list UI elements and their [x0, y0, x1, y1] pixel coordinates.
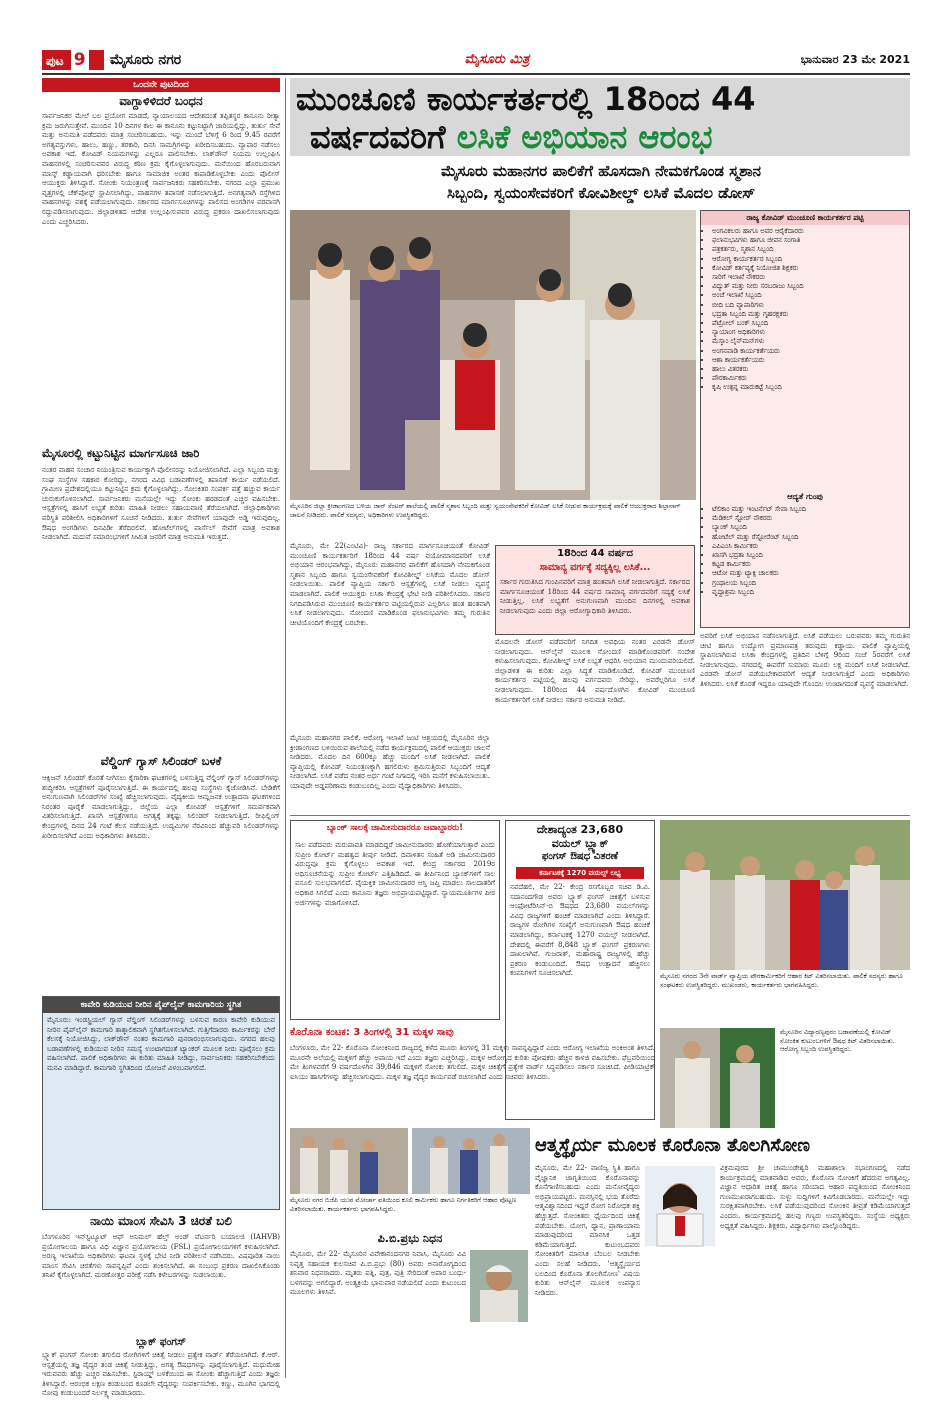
- frontline-list-item: • ಹಾಲು ವಿತರಕರು: [712, 365, 907, 374]
- fungus-title-1: ದೇಶಾದ್ಯಂತ 23,680: [536, 823, 624, 836]
- priority-list-item: • ವೃದ್ಧಾಶ್ರಮ ಸಿಬ್ಬಂದಿ: [712, 588, 907, 597]
- bottom-photos: [290, 1128, 530, 1194]
- frontline-list-item: • ಕೃಷಿ ಉತ್ಪನ್ನ ಮಾರುಕಟ್ಟೆ ಸಿಬ್ಬಂದಿ: [712, 383, 907, 392]
- frontline-list-item: • ಮೆಸ್ಕಾಂ ಲೈನ್‌ಮನ್‌ಗಳು: [712, 337, 907, 346]
- bank-story-title: ಬ್ಯಾಂಕ್ ಸಾಲಕ್ಕೆ ಜಾಮೀನುದಾರರೂ ಜವಾಬ್ದಾರರು!: [326, 823, 464, 833]
- main-body-col1: ಮೈಸೂರು, ಮೇ 22(ಎಂಟಿವಿ)- ರಾಜ್ಯ ಸರ್ಕಾರದ ಮಾರ್ಗಸೂಚಿಯಂತೆ ಕೋವಿಡ್ ಮುಂಚೂಣಿ ಕಾರ್ಯಕರ್ತರಿಗೆ 18ರಿಂದ 44 ವರ್ಷ ವಯೋಮಾನದವರಿಗೆ ಲಸಿಕೆ ಅಭಿಯಾನ ಆರಂಭವಾಗಿದ್ದು, ಮೈಸೂರು ಮಹಾನಗರ ಪಾಲಿಕೆಗೆ ಹೊಸದಾಗಿ ನೇಮಕಗೊಂಡ ಸ್ಮಶಾನ ಸಿಬ್ಬಂದಿ ಹಾಗೂ ಸ್ವಯಂಸೇವಕರಿಗೆ ಕೋವಿಶೀಲ್ಡ್ ಲಸಿಕೆಯ ಮೊದಲ ಡೋಸ್ ನೀಡಲಾಯಿತು. ಪಾಲಿಕೆ ವ್ಯಾಪ್ತಿಯ ಸರ್ಕಾರಿ ಆಸ್ಪತ್ರೆಗಳಲ್ಲಿ ಲಸಿಕೆ ನೀಡಲು ವ್ಯವಸ್ಥೆ ಮಾಡಲಾಗಿದೆ. ಪಾಲಿಕೆ ಆಯುಕ್ತರು ಲಸಿಕಾ ಕೇಂದ್ರಕ್ಕೆ ಭೇಟಿ ನೀಡಿ ಪರಿಶೀಲಿಸಿದರು. ಸರ್ಕಾರ ನಿಗದಿಪಡಿಸಿರುವ ಮುಂಚೂಣಿ ಕಾರ್ಯಕರ್ತರ ಪಟ್ಟಿಯಲ್ಲಿರುವ ಎಲ್ಲರಿಗೂ ಹಂತ ಹಂತವಾಗಿ ಲಸಿಕೆ ನೀಡಲಾಗುವುದು. ನೋಂದಣಿ ಮಾಡಿಕೊಂಡ ಫಲಾನುಭವಿಗಳು ತಮ್ಮ ಗುರುತಿನ ಚೀಟಿಯೊಂದಿಗೆ ಕೇಂದ್ರಕ್ಕೆ ಬರಬೇಕು.: [290, 542, 490, 627]
- main-body-col3: ಮೊದಲನೇ ಡೋಸ್ ಪಡೆದವರಿಗೆ ನಿಗದಿತ ಅವಧಿಯ ನಂತರ ಎರಡನೇ ಡೋಸ್ ನೀಡಲಾಗುವುದು. ಆನ್‌ಲೈನ್ ಮೂಲಕ ನೋಂದಣಿ ಮಾಡಿಕೊಂಡವರಿಗೆ ಸಂದೇಶ ಕಳುಹಿಸಲಾಗುವುದು. ಕೋವಿಶೀಲ್ಡ್ ಲಸಿಕೆ ಲಭ್ಯತೆ ಆಧರಿಸಿ ಅಭಿಯಾನ ಮುಂದುವರಿಯಲಿದೆ. ಜಿಲ್ಲಾಡಳಿತ ಈ ಕುರಿತು ಎಲ್ಲಾ ಸಿದ್ಧತೆ ಮಾಡಿಕೊಂಡಿದೆ. ಕೋವಿಡ್ ಮುಂಚೂಣಿ ಕಾರ್ಯಕರ್ತರ ಪಟ್ಟಿಯಲ್ಲಿ ಹಲವು ವರ್ಗದವರು ಸೇರಿದ್ದು, ಅವರೆಲ್ಲರಿಗೂ ಲಸಿಕೆ ನೀಡಲಾಗುವುದು. 180ರಿಂದ 44 ವರ್ಷದೊಳಗಿನ ಕೋವಿಡ್ ಮುಂಚೂಣಿ ಕಾರ್ಯಕರ್ತರಿಗೆ ಲಸಿಕೆ ನೀಡಲು ಸರ್ಕಾರ ಅನುಮತಿ ನೀಡಿದೆ.: [495, 638, 695, 704]
- frontline-list-item: • ಅಂಚೆ ಇಲಾಖೆ ಸಿಬ್ಬಂದಿ: [712, 291, 907, 300]
- right-column-body: ಅವರಿಗೆ ಲಸಿಕೆ ಅಭಿಯಾನ ನಡೆಸಲಾಗುತ್ತಿದೆ. ಲಸಿಕೆ ಪಡೆಯಲು ಬರುವವರು ತಮ್ಮ ಗುರುತಿನ ಚೀಟಿ ಹಾಗೂ ಉದ್ಯೋಗ ಪ್ರಮಾಣಪತ್ರ ತರುವುದು ಕಡ್ಡಾಯ. ಪಾಲಿಕೆ ವ್ಯಾಪ್ತಿಯಲ್ಲಿ ಸ್ಥಾಪಿಸಲಾಗಿರುವ ಲಸಿಕಾ ಕೇಂದ್ರಗಳಲ್ಲಿ ಪ್ರತಿದಿನ ಬೆಳಿಗ್ಗೆ 9ರಿಂದ ಸಂಜೆ 5ರವರೆಗೆ ಲಸಿಕೆ ನೀಡಲಾಗುವುದು. ನಗರದಲ್ಲಿ ಈವರೆಗೆ ಸುಮಾರು ಮೂರು ಲಕ್ಷ ಮಂದಿಗೆ ಲಸಿಕೆ ನೀಡಲಾಗಿದೆ. ಎರಡನೇ ಡೋಸ್ ಪಡೆಯಬೇಕಾದವರಿಗೆ ಆದ್ಯತೆ ನೀಡಲಾಗುತ್ತಿದೆ ಎಂದು ಅಧಿಕಾರಿಗಳು ತಿಳಿಸಿದರು. ಲಸಿಕೆ ಕೊರತೆ ಇದ್ದರೂ ಯಾವುದೇ ಗೊಂದಲ ಉಂಟಾಗದಂತೆ ವ್ಯವಸ್ಥೆ ಮಾಡಲಾಗಿದೆ.: [700, 632, 910, 688]
- priority-list-item: • ಟೆಲಿಕಾಂ ಮತ್ತು ಇಂಟರ್ನೆಟ್ ಸೇವಾ ಸಿಬ್ಬಂದಿ: [712, 505, 907, 514]
- doctor-portrait: [645, 1166, 715, 1246]
- obituary-body: ಮೈಸೂರು, ಮೇ 22- ಮೈಸೂರಿನ ವಿವೇಕಾನಂದನಗರ ನಿವಾಸಿ, ಮೈಸೂರು ವಿವಿ ನಿವೃತ್ತ ಸಹಾಯಕ ಕುಲಸಚಿವ ಪಿ.ಬಿ.ಪ್ರಭು (80) ಅವರು ಅನಾರೋಗ್ಯದಿಂದ ಶನಿವಾರ ನಿಧನರಾದರು. ಮೃತರು ಪತ್ನಿ, ಪುತ್ರ, ಪುತ್ರಿ ಸೇರಿದಂತೆ ಅಪಾರ ಬಂಧು-ಬಳಗವನ್ನು ಅಗಲಿದ್ದಾರೆ. ಅಂತ್ಯಕ್ರಿಯೆ ಭಾನುವಾರ ನಡೆಯಲಿದೆ ಎಂದು ಕುಟುಂಬದ ಮೂಲಗಳು ತಿಳಿಸಿವೆ.: [290, 1250, 466, 1297]
- age-group-subtitle: ಸಾಮಾನ್ಯ ವರ್ಗಕ್ಕೆ ಸದ್ಯಕ್ಕಿಲ್ಲ ಲಸಿಕೆ...: [539, 562, 651, 573]
- page-header: [42, 48, 910, 72]
- frontline-list-box: [700, 210, 910, 628]
- mid-rule: [290, 815, 910, 816]
- food-kit-photo-art: [660, 820, 910, 970]
- priority-list-item: • ಗ್ರಂಥಾಲಯ ಸಿಬ್ಬಂದಿ: [712, 579, 907, 588]
- priority-list-item: • ಆಟೋ ಮತ್ತು ಟ್ಯಾಕ್ಸಿ ಚಾಲಕರು: [712, 569, 907, 578]
- pipeline-box-title: ಕಾವೇರಿ ಕುಡಿಯುವ ನೀರಿನ ಪೈಪ್‌ಲೈನ್ ಕಾಮಗಾರಿಯ ಸ್ಥಗಿತ: [43, 997, 279, 1013]
- page-number: 9: [71, 50, 89, 70]
- frontline-list-item: • ಬೀದಿ ಬದಿ ವ್ಯಾಪಾರಿಗಳು: [712, 301, 907, 310]
- story-body-leopards: ಬೆಂಗಳೂರಿನ ಇನ್‌ಸ್ಟಿಟ್ಯೂಟ್ ಆಫ್ ಅನಿಮಲ್ ಹೆಲ್ತ್ ಅಂಡ್ ವೆಟರ್ನರಿ ಬಯಾಲಜಿ (IAHVB) ಪ್ರಯೋಗಾಲಯ ಹಾಗೂ ವಿಧಿ ವಿಜ್ಞಾನ ಪ್ರಯೋಗಾಲಯ (FSL) ಪ್ರಯೋಗಾಲಯಗಳಿಗೆ ಕಳುಹಿಸಲಾಗಿದೆ. ಅರಣ್ಯ ಇಲಾಖೆಯ ಅಧಿಕಾರಿಗಳು ಘಟನಾ ಸ್ಥಳಕ್ಕೆ ಭೇಟಿ ನೀಡಿ ಪರಿಶೀಲನೆ ನಡೆಸಿದರು. ವಿಷಪೂರಿತ ನಾಯಿ ಮಾಂಸ ಸೇವಿಸಿ ಚಿರತೆಗಳು ಸಾವನ್ನಪ್ಪಿವೆ ಎಂದು ಶಂಕಿಸಲಾಗಿದೆ. ಈ ಸಂಬಂಧ ಪ್ರಕರಣ ದಾಖಲಿಸಿಕೊಂಡು ತನಿಖೆ ಕೈಗೊಳ್ಳಲಾಗಿದೆ. ಮರಣೋತ್ತರ ಪರೀಕ್ಷೆ ನಡೆಸಿ ಕಳೇಬರಗಳನ್ನು ಸುಡಲಾಯಿತು.: [42, 1233, 280, 1280]
- issue-date: ಭಾನುವಾರ 23 ಮೇ 2021: [800, 53, 910, 66]
- bank-story-box: [290, 820, 500, 1020]
- fungus-title-2: ವಯಲ್ ಬ್ಲ್ಯಾಕ್: [551, 837, 609, 850]
- vaccination-photo-art: [290, 210, 696, 500]
- page-number-badge: [42, 50, 104, 70]
- obituary-photo: [470, 1250, 528, 1322]
- priority-list-item: • ಹೋಟೆಲ್ ಮತ್ತು ರೆಸ್ಟೋರೆಂಟ್ ಸಿಬ್ಬಂದಿ: [712, 533, 907, 542]
- frontline-list-item: • ಆರೋಗ್ಯ ಕಾರ್ಯಕರ್ತರ ಸಿಬ್ಬಂದಿ: [712, 255, 907, 264]
- children-story-title: ಕೊರೊನಾ ಕಂಟಕ: 3 ತಿಂಗಳಲ್ಲಿ 31 ಮಕ್ಕಳ ಸಾವು: [290, 1027, 454, 1038]
- headline-banner: [290, 78, 910, 156]
- bottom-photos-caption: ಮೈಸೂರು ನಗರ ಬಿಜೆಪಿ ಯುವ ಮೋರ್ಚಾ ವತಿಯಿಂದ ಕೂಲಿ ಕಾರ್ಮಿಕರು ಹಾಗೂ ನಿರ್ಗತಿಕರಿಗೆ ಆಹಾರ ಪೊಟ್ಟಣ ವಿತರಿಸಲಾಯಿತು. ಕಾರ್ಯಕರ್ತರು ಭಾಗವಹಿಸಿದ್ದರು.: [290, 1196, 517, 1213]
- medicine-kit-caption: ಮೈಸೂರಿನ ವಿದ್ಯಾರಣ್ಯಪುರಂ ಬಡಾವಣೆಯಲ್ಲಿ ಕೋವಿಡ್ ಸೋಂಕಿತ ಕುಟುಂಬಗಳಿಗೆ ಔಷಧ ಕಿಟ್ ವಿತರಿಸಲಾಯಿತು. ಆರೋಗ್ಯ ಸಿಬ್ಬಂದಿ ಉಪಸ್ಥಿತರಿದ್ದರು.: [780, 1028, 895, 1053]
- headline-line-2-green: ಲಸಿಕೆ ಅಭಿಯಾನ ಆರಂಭ: [456, 118, 713, 156]
- story-body-arrest: ಸಾರ್ವಜನಿಕರ ಮೇಲೆ ಬಲ ಪ್ರಯೋಗ ಮಾಡದೆ, ನ್ಯಾಯಾಲಯದ ಆದೇಶದಂತೆ ತಪ್ಪಿತಸ್ಥರ ಕಾನೂನು ರೀತ್ಯಾ ಕ್ರಮ ಜರುಗಿಸುತ್ತೇವೆ. ಮುಂದಿನ 10 ದಿನಗಳ ಕಾಲ ಈ ಕಾನೂನು ಕಟ್ಟುನಿಟ್ಟಾಗಿ ಜಾರಿಯಲ್ಲಿದ್ದು, ತುರ್ತು ಸೇವೆ ಮತ್ತು ಅನುಮತಿ ಪಡೆದವರು ಮಾತ್ರ ಸಂಚರಿಸಬಹುದು. ಇನ್ನು ಮುಂದೆ ಬೆಳಿಗ್ಗೆ 6 ರಿಂದ 9.45 ರವರೆಗೆ ಅಗತ್ಯವಸ್ತುಗಳು, ಹಾಲು, ಹಣ್ಣು, ತರಕಾರಿ, ದಿನಸಿ ಸಾಮಗ್ರಿಗಳನ್ನು ಖರೀದಿಸಬಹುದು. ವ್ಯಾಪಾರ ನಡೆಸಲು ಅವಕಾಶ ಇದೆ. ಕೋವಿಡ್ ನಿಯಮಗಳನ್ನು ಎಲ್ಲರೂ ಪಾಲಿಸಬೇಕು. ಲಾಕ್‌ಡೌನ್ ನಿಯಮ ಉಲ್ಲಂಘಿಸಿ ವಾಹನಗಳಲ್ಲಿ ಸಂಚರಿಸುವವರ ವಿರುದ್ಧ ಕಠಿಣ ಕ್ರಮ ಕೈಗೊಳ್ಳಲಾಗುವುದು. ಮನೆಯಿಂದ ಹೊರಬರುವಾಗ ಮಾಸ್ಕ್ ಕಡ್ಡಾಯವಾಗಿ ಧರಿಸಬೇಕು ಹಾಗೂ ಸಾಮಾಜಿಕ ಅಂತರ ಕಾಪಾಡಿಕೊಳ್ಳಬೇಕು ಎಂದು ಪೊಲೀಸ್ ಆಯುಕ್ತರು ತಿಳಿಸಿದ್ದಾರೆ. ಸೋಂಕು ನಿಯಂತ್ರಣಕ್ಕೆ ಸಾರ್ವಜನಿಕರು ಸಹಕರಿಸಬೇಕು. ನಗರದ ಎಲ್ಲಾ ಪ್ರಮುಖ ವೃತ್ತಗಳಲ್ಲಿ ಚೆಕ್‌ಪೋಸ್ಟ್ ಸ್ಥಾಪಿಸಲಾಗಿದ್ದು, ವಾಹನಗಳ ತಪಾಸಣೆ ನಡೆಸಲಾಗುತ್ತಿದೆ. ಅನಗತ್ಯವಾಗಿ ರಸ್ತೆಗಿಳಿದ ವಾಹನಗಳನ್ನು ವಶಕ್ಕೆ ಪಡೆಯಲಾಗುವುದು. ಸರ್ಕಾರದ ಮಾರ್ಗಸೂಚಿಗಳನ್ನು ಪಾಲಿಸದ ಅಂಗಡಿಗಳ ಪರವಾನಗಿ ರದ್ದುಪಡಿಸಲಾಗುವುದು. ಜಿಲ್ಲಾಡಳಿತದ ಆದೇಶ ಉಲ್ಲಂಘಿಸುವವರ ವಿರುದ್ಧ ಪ್ರಕರಣ ದಾಖಲಿಸಲಾಗುವುದು ಎಂದು ಎಚ್ಚರಿಸಿದರು.: [42, 112, 280, 226]
- priority-list-item: • ಖಾಸಗಿ ಭದ್ರತಾ ಸಿಬ್ಬಂದಿ: [712, 551, 907, 560]
- story-title-black-fungus: ಬ್ಲಾಕ್ ಫಂಗಸ್: [136, 1336, 186, 1348]
- doctor-photo: [645, 1166, 715, 1246]
- priority-list-item: • ಎಪಿಎಂಸಿ ಕಾರ್ಮಿಕರು: [712, 542, 907, 551]
- frontline-list-item: • ಪೌರಕಾರ್ಮಿಕರು: [712, 374, 907, 383]
- vaccination-photo-caption: ಮೈಸೂರಿನ ಜಿಲ್ಲಾ ಕ್ರೀಡಾಂಗಣದ ಬಳಿಯ ಜಾನ್ ಸೆಂಟರ್ ಶಾಲೆಯಲ್ಲಿ ಪಾಲಿಕೆ ಸ್ಮಶಾನ ಸಿಬ್ಬಂದಿ ಮತ್ತು ಸ್ವಯಂಸೇವಕರಿಗೆ ಕೋವಿಡ್ ಲಸಿಕೆ ನೀಡುವ ಕಾರ್ಯಕ್ರಮಕ್ಕೆ ಪಾಲಿಕೆ ಆಯುಕ್ತರಾದ ಶಿಲ್ಪಾನಾಗ್ ಚಾಲನೆ ನೀಡಿದರು. ಪಾಲಿಕೆ ಸದಸ್ಯರು, ಅಧಿಕಾರಿಗಳು ಉಪಸ್ಥಿತರಿದ್ದರು.: [290, 502, 681, 519]
- priority-list-item: • ಮೆಡಿಕಲ್ ಸ್ಟೋರ್ ನೌಕರರು: [712, 514, 907, 523]
- story-title-arrest: ವಾಗ್ದಾಳಿಳಿದರೆ ಬಂಧನ: [119, 94, 203, 108]
- frontline-items: [703, 227, 907, 393]
- age-group-title: 18ರಿಂದ 44 ವರ್ಷದ: [557, 548, 633, 559]
- story-body-guidelines: ನಂತರ ವಾಹನ ಸಂಚಾರ ನಿಯಂತ್ರಿಸುವ ಕಾರ್ಯಕ್ಕಾಗಿ ಪೊಲೀಸರನ್ನು ನಿಯೋಜಿಸಲಾಗಿದೆ. ಎಲ್ಲಾ ಸಿಬ್ಬಂದಿ ಮತ್ತು ಸಂಘ ಸಂಸ್ಥೆಗಳ ಸಹಕಾರ ಕೋರಿದ್ದು, ನಗರದ ವಿವಿಧ ಬಡಾವಣೆಗಳಲ್ಲಿ ತಪಾಸಣೆ ಕಾರ್ಯ ನಡೆಯಲಿದೆ. ಗ್ರಾಮೀಣ ಪ್ರದೇಶದಲ್ಲಿಯೂ ಕಟ್ಟುನಿಟ್ಟಿನ ಕ್ರಮ ಕೈಗೊಳ್ಳಲಾಗಿದ್ದು, ಸೋಂಕಿತರ ಸಂಪರ್ಕ ಪತ್ತೆ ಹಚ್ಚುವ ಕಾರ್ಯ ಚುರುಕುಗೊಳಿಸಲಾಗಿದೆ. ಸಾರ್ವಜನಿಕರು ಮನೆಯಲ್ಲೇ ಇದ್ದು ಸೋಂಕು ಹರಡದಂತೆ ಎಚ್ಚರ ವಹಿಸಬೇಕು. ಆಸ್ಪತ್ರೆಗಳಲ್ಲಿ ಹಾಸಿಗೆ ಲಭ್ಯತೆ ಕುರಿತು ಮಾಹಿತಿ ನೀಡಲು ಸಹಾಯವಾಣಿ ತೆರೆಯಲಾಗಿದೆ. ಜಿಲ್ಲಾಧಿಕಾರಿಗಳು ಪರಿಸ್ಥಿತಿ ಪರಿಶೀಲಿಸಿ ಅಧಿಕಾರಿಗಳಿಗೆ ಸೂಚನೆ ನೀಡಿದರು. ತುರ್ತು ಸೇವೆಗಳಿಗೆ ಯಾವುದೇ ಅಡ್ಡಿ ಇರುವುದಿಲ್ಲ. ಔಷಧ ಅಂಗಡಿಗಳು ದಿನವಿಡೀ ತೆರೆದಿರಲಿವೆ. ಹೋಟೆಲ್‌ಗಳಲ್ಲಿ ಪಾರ್ಸೆಲ್ ಸೇವೆಗೆ ಮಾತ್ರ ಅವಕಾಶ ನೀಡಲಾಗಿದೆ. ಮದುವೆ ಸಮಾರಂಭಗಳಿಗೆ ಸೀಮಿತ ಜನರಿಗೆ ಮಾತ್ರ ಅನುಮತಿ ಇರುತ್ತದೆ.: [42, 466, 280, 542]
- main-body-col2: ಮೈಸೂರು ಮಹಾನಗರ ಪಾಲಿಕೆ, ಆರೋಗ್ಯ ಇಲಾಖೆ ಜಂಟಿ ಆಶ್ರಯದಲ್ಲಿ ಮೈಸೂರಿನ ಜಿಲ್ಲಾ ಕ್ರೀಡಾಂಗಣದ ಬಳಿಯಿರುವ ಶಾಲೆಯಲ್ಲಿ ನಡೆದ ಕಾರ್ಯಕ್ರಮದಲ್ಲಿ ಪಾಲಿಕೆ ಆಯುಕ್ತರು ಚಾಲನೆ ನೀಡಿದರು. ಮೊದಲ ದಿನ 600ಕ್ಕೂ ಹೆಚ್ಚು ಮಂದಿಗೆ ಲಸಿಕೆ ನೀಡಲಾಗಿದೆ. ಪಾಲಿಕೆ ವ್ಯಾಪ್ತಿಯಲ್ಲಿ ಕೋವಿಡ್ ನಿಯಂತ್ರಣಕ್ಕಾಗಿ ಹಗಲಿರುಳು ಶ್ರಮಿಸುತ್ತಿರುವ ಸಿಬ್ಬಂದಿಗೆ ಆದ್ಯತೆ ನೀಡಲಾಗಿದೆ. ಲಸಿಕೆ ಪಡೆದ ನಂತರ ಅರ್ಧ ಗಂಟೆ ನಿಗಾದಲ್ಲಿ ಇರಿಸಿ ಮನೆಗೆ ಕಳುಹಿಸಲಾಯಿತು. ಯಾವುದೇ ಅಡ್ಡಪರಿಣಾಮ ಕಂಡುಬಂದಿಲ್ಲ ಎಂದು ವೈದ್ಯಾಧಿಕಾರಿಗಳು ತಿಳಿಸಿದರು.: [290, 734, 490, 790]
- frontline-list-item: • ಸಾರಿಗೆ ಇಲಾಖೆ ನೌಕರರು: [712, 273, 907, 282]
- priority-list-item: • ಬ್ಯಾಂಕ್ ಸಿಬ್ಬಂದಿ: [712, 523, 907, 532]
- pipeline-box-body: ಮೈಸೂರು: ಇಂಡಸ್ಟ್ರಿಯಲ್ ಗ್ಯಾಸ್ ವೆಲ್ಡಿಂಗ್ ಸಿಲಿಂಡರ್‌ಗಳನ್ನು ಬಳಸುವ ಕಾರಣ ಕಾವೇರಿ ಕುಡಿಯುವ ನೀರಿನ ಪೈಪ್‌ಲೈನ್ ಕಾಮಗಾರಿ ತಾತ್ಕಾಲಿಕವಾಗಿ ಸ್ಥಗಿತಗೊಳಿಸಲಾಗಿದೆ. ಗುತ್ತಿಗೆದಾರರು ಕಾರ್ಮಿಕರನ್ನು ಬೇರೆ ಕೆಲಸಕ್ಕೆ ನಿಯೋಜಿಸಿದ್ದು, ಲಾಕ್‌ಡೌನ್ ನಂತರ ಕಾಮಗಾರಿ ಪುನರಾರಂಭಿಸಲಾಗುವುದು. ನಗರದ ಹಲವು ಬಡಾವಣೆಗಳಲ್ಲಿ ಕುಡಿಯುವ ನೀರಿನ ಸಮಸ್ಯೆ ಉಂಟಾಗದಂತೆ ಟ್ಯಾಂಕರ್ ಮೂಲಕ ನೀರು ಪೂರೈಸಲು ಕ್ರಮ ವಹಿಸಲಾಗಿದೆ. ಪಾಲಿಕೆ ಅಧಿಕಾರಿಗಳು ಈ ಕುರಿತು ಮಾಹಿತಿ ನೀಡಿದ್ದು, ಸಾರ್ವಜನಿಕರು ಸಹಕರಿಸಬೇಕೆಂದು ಮನವಿ ಮಾಡಿದ್ದಾರೆ. ಕಾಮಗಾರಿ ಸ್ಥಗಿತದಿಂದ ಯೋಜನೆ ವಿಳಂಬವಾಗಲಿದೆ.: [47, 1016, 275, 1072]
- story-title-guidelines: ಮೈಸೂರಲ್ಲಿ ಕಟ್ಟುನಿಟ್ಟಿನ ಮಾರ್ಗಸೂಚಿ ಜಾರಿ: [42, 446, 200, 460]
- masthead: ಮೈಸೂರು ಮಿತ್ರ: [464, 52, 530, 67]
- food-kit-photo: [660, 820, 910, 970]
- medicine-kit-photo: [660, 1028, 775, 1128]
- story-title-leopards: ನಾಯಿ ಮಾಂಸ ಸೇವಿಸಿ 3 ಚಿರತೆ ಬಲಿ: [90, 1214, 232, 1228]
- bottom-photos-art: [290, 1128, 530, 1194]
- story-title-welding: ವೆಲ್ಡಿಂಗ್ ಗ್ಯಾಸ್ ಸಿಲಿಂಡರ್ ಬಳಕೆ: [100, 754, 222, 768]
- confidence-body-b: ವಿಕ್ರಮಪುರದ ಶ್ರೀ ಚಾಮುಂಡೇಶ್ವರಿ ಮಹಾಶಾಲಾ ಸಭಾಂಗಣದಲ್ಲಿ ನಡೆದ ಕಾರ್ಯಕ್ರಮದಲ್ಲಿ ಮಾತನಾಡಿದ ಅವರು, ಕೊರೊನಾ ಸೋಂಕಿಗೆ ಹೆದರುವ ಅಗತ್ಯವಿಲ್ಲ. ವಿಜ್ಞಾನ ಆಧಾರಿತ ಚಿಕಿತ್ಸೆ ಹಾಗೂ ಸರಿಯಾದ ಆಹಾರ ಪದ್ಧತಿಯಿಂದ ಸೋಂಕಿನಿಂದ ಗುಣಮುಖರಾಗಬಹುದು. ಸುಳ್ಳು ಸುದ್ದಿಗಳಿಗೆ ಕಿವಿಗೊಡಬಾರದು. ಮನೆಯಲ್ಲೇ ಇದ್ದು ಸುರಕ್ಷಿತವಾಗಿರಬೇಕು. ಲಸಿಕೆ ಪಡೆಯುವುದರಿಂದ ಸೋಂಕಿನ ತೀವ್ರತೆ ಕಡಿಮೆಯಾಗುತ್ತದೆ ಎಂದರು. ಕಾರ್ಯಕ್ರಮದಲ್ಲಿ ಹಲವು ಗಣ್ಯರು ಉಪಸ್ಥಿತರಿದ್ದರು. ಸಂಸ್ಥೆಯ ಅಧ್ಯಕ್ಷರು ಅಧ್ಯಕ್ಷತೆ ವಹಿಸಿದ್ದರು. ಶಿಕ್ಷಕರು, ವಿದ್ಯಾರ್ಥಿಗಳು ಪಾಲ್ಗೊಂಡಿದ್ದರು.: [720, 1164, 910, 1230]
- frontline-list-item: • ಪತ್ರಕರ್ತರು, ಸ್ಮಶಾನ ಸಿಬ್ಬಂದಿ: [712, 245, 907, 254]
- story-body-black-fungus: ಬ್ಲ್ಯಾಕ್ ಫಂಗಸ್ ಸೋಂಕು ತಗುಲಿದ ರೋಗಿಗಳಿಗೆ ಚಿಕಿತ್ಸೆ ನೀಡಲು ಪ್ರತ್ಯೇಕ ವಾರ್ಡ್ ತೆರೆಯಲಾಗಿದೆ. ಕೆ.ಆರ್. ಆಸ್ಪತ್ರೆಯಲ್ಲಿ ತಜ್ಞ ವೈದ್ಯರ ತಂಡ ಚಿಕಿತ್ಸೆ ನೀಡುತ್ತಿದ್ದು, ಅಗತ್ಯ ಔಷಧಗಳನ್ನು ಪೂರೈಸಲಾಗುತ್ತಿದೆ. ಮಧುಮೇಹ ಇರುವವರು ಹೆಚ್ಚು ಎಚ್ಚರ ವಹಿಸಬೇಕು. ಸ್ಟಿರಾಯ್ಡ್ ಬಳಕೆಯಿಂದ ಈ ಸೋಂಕು ಹೆಚ್ಚಾಗುತ್ತಿದೆ ಎಂದು ತಜ್ಞರು ತಿಳಿಸಿದ್ದಾರೆ. ಆರಂಭಿಕ ಲಕ್ಷಣ ಕಂಡುಬಂದ ಕೂಡಲೇ ವೈದ್ಯರನ್ನು ಸಂಪರ್ಕಿಸಬೇಕು. ಕಣ್ಣು, ಮೂಗಿನ ಭಾಗದಲ್ಲಿ ನೋವು ಕಂಡುಬಂದರೆ ನಿರ್ಲಕ್ಷ್ಯ ಮಾಡಬಾರದು.: [42, 1351, 280, 1398]
- frontline-list: [703, 227, 907, 487]
- frontline-list-item: • ಅಂಗವಿಕಲರು ಹಾಗೂ ಅವರ ಆರೈಕೆದಾರರು: [712, 227, 907, 236]
- section-name: ಮೈಸೂರು ನಗರ: [110, 52, 182, 68]
- frontline-list-item: • ಪೆಟ್ರೋಲ್ ಬಂಕ್ ಸಿಬ್ಬಂದಿ: [712, 319, 907, 328]
- frontline-list-item: • ಆಶಾ ಕಾರ್ಯಕರ್ತೆಯರು: [712, 356, 907, 365]
- vaccination-photo: [290, 210, 696, 500]
- children-story-body: ಬೆಂಗಳೂರು, ಮೇ 22- ಕೊರೊನಾ ಸೋಂಕಿನಿಂದ ರಾಜ್ಯದಲ್ಲಿ ಕಳೆದ ಮೂರು ತಿಂಗಳಲ್ಲಿ 31 ಮಕ್ಕಳು ಸಾವನ್ನಪ್ಪಿದ್ದಾರೆ ಎಂದು ಆರೋಗ್ಯ ಇಲಾಖೆಯ ಅಂಕಿಅಂಶ ತಿಳಿಸಿದೆ. ಮೂರನೇ ಅಲೆಯಲ್ಲಿ ಮಕ್ಕಳಿಗೆ ಹೆಚ್ಚು ಅಪಾಯ ಇದೆ ಎಂದು ತಜ್ಞರು ಎಚ್ಚರಿಸಿದ್ದು, ಮಕ್ಕಳ ಆರೋಗ್ಯದ ಕುರಿತು ಪೋಷಕರು ಹೆಚ್ಚಿನ ಕಾಳಜಿ ವಹಿಸಬೇಕು. ಫೆಬ್ರವರಿಯಿಂದ ಮೇ ತಿಂಗಳವರೆಗೆ 9 ವರ್ಷದೊಳಗಿನ 39,846 ಮಕ್ಕಳಿಗೆ ಸೋಂಕು ತಗುಲಿದೆ. ಮಕ್ಕಳ ಚಿಕಿತ್ಸೆಗೆ ಪ್ರತ್ಯೇಕ ವಾರ್ಡ್ ಸಿದ್ಧಪಡಿಸಲು ಸರ್ಕಾರ ಸೂಚಿಸಿದೆ. ಪೀಡಿಯಾಟ್ರಿಕ್ ಐಸಿಯು ಹಾಸಿಗೆಗಳನ್ನು ಹೆಚ್ಚಿಸಲಾಗುವುದು. ಮಕ್ಕಳ ತಜ್ಞ ವೈದ್ಯರ ಕಾರ್ಯಪಡೆ ರಚಿಸಲಾಗಿದೆ ಎಂದು ಸಚಿವರು ತಿಳಿಸಿದರು.: [290, 1044, 655, 1081]
- frontline-list-item: • ವಿದ್ಯುತ್ ಮತ್ತು ನೀರು ಸರಬರಾಜು ಸಿಬ್ಬಂದಿ: [712, 282, 907, 291]
- column-rule: [285, 78, 286, 1378]
- subheadline-2: ಸಿಬ್ಬಂದಿ, ಸ್ವಯಂಸೇವಕರಿಗೆ ಕೋವಿಶೀಲ್ಡ್ ಲಸಿಕೆ ಮೊದಲ ಡೋಸ್: [446, 184, 756, 202]
- continued-strip: ಒಂದನೇ ಪುಟದಿಂದ: [42, 78, 280, 92]
- age-group-box: [495, 545, 695, 635]
- confidence-title: ಆತ್ಮಸ್ಥೈರ್ಯ ಮೂಲಕ ಕೊರೊನಾ ತೊಲಗಿಸೋಣ: [535, 1135, 810, 1156]
- headline-line-1: ಮುಂಚೂಣಿ ಕಾರ್ಯಕರ್ತರಲ್ಲಿ 18ರಿಂದ 44: [296, 80, 756, 118]
- priority-group-title: ಆದ್ಯತೆ ಗುಂಪು: [787, 492, 823, 501]
- obituary-portrait: [470, 1250, 528, 1322]
- fungus-body: ನವದೆಹಲಿ, ಮೇ 22- ಕೇಂದ್ರ ರಸಗೊಬ್ಬರ ಸಚಿವ ಡಿ.ವಿ. ಸದಾನಂದಗೌಡ ಅವರು ಬ್ಲ್ಯಾಕ್ ಫಂಗಸ್ ಚಿಕಿತ್ಸೆಗೆ ಬಳಸುವ ಆಂಫೋಟೆರಿಸಿನ್-ಬಿ ಔಷಧದ 23,680 ವಯಲ್‌ಗಳನ್ನು ವಿವಿಧ ರಾಜ್ಯಗಳಿಗೆ ಹಂಚಿಕೆ ಮಾಡಲಾಗಿದೆ ಎಂದು ತಿಳಿಸಿದ್ದಾರೆ. ರಾಜ್ಯಗಳ ರೋಗಿಗಳ ಸಂಖ್ಯೆಗೆ ಅನುಗುಣವಾಗಿ ಔಷಧ ಹಂಚಿಕೆ ಮಾಡಲಾಗಿದ್ದು, ಕರ್ನಾಟಕಕ್ಕೆ 1270 ವಯಲ್ಸ್ ನೀಡಲಾಗಿದೆ. ದೇಶದಲ್ಲಿ ಈವರೆಗೆ 8,848 ಬ್ಲ್ಯಾಕ್ ಫಂಗಸ್ ಪ್ರಕರಣಗಳು ದಾಖಲಾಗಿವೆ. ಗುಜರಾತ್, ಮಹಾರಾಷ್ಟ್ರ ರಾಜ್ಯಗಳಲ್ಲಿ ಹೆಚ್ಚು ಪ್ರಕರಣ ಕಂಡುಬಂದಿದೆ. ಔಷಧ ಉತ್ಪಾದನೆ ಹೆಚ್ಚಿಸಲು ಕಂಪನಿಗಳಿಗೆ ಸೂಚಿಸಲಾಗಿದೆ.: [510, 883, 650, 978]
- frontline-list-item: • ಕೋವಿಡ್ ಕರ್ತವ್ಯಕ್ಕೆ ನಿಯೋಜಿತ ಶಿಕ್ಷಕರು: [712, 264, 907, 273]
- frontline-list-item: • ಫಲಾನುಭವಿಗಳು ಹಾಗೂ ಜೀವನ ಸಂಗಾತಿ: [712, 236, 907, 245]
- age-group-body: ಸರ್ಕಾರ ಗುರುತಿಸಿದ ಗುಂಪಿನವರಿಗೆ ಮಾತ್ರ ಹಂತವಾಗಿ ಲಸಿಕೆ ನೀಡಲಾಗುತ್ತಿದೆ. ಸರ್ಕಾರದ ಮಾರ್ಗಸೂಚಿಯಂತೆ 18ರಿಂದ 44 ವರ್ಷದ ಸಾಮಾನ್ಯ ವರ್ಗದವರಿಗೆ ಸದ್ಯಕ್ಕೆ ಲಸಿಕೆ ನೀಡುತ್ತಿಲ್ಲ. ಲಸಿಕೆ ಲಭ್ಯತೆಗೆ ಅನುಗುಣವಾಗಿ ಮುಂದಿನ ದಿನಗಳಲ್ಲಿ ಅವಕಾಶ ನೀಡಲಾಗುವುದು ಎಂದು ಜಿಲ್ಲಾ ಆರೋಗ್ಯಾಧಿಕಾರಿ ತಿಳಿಸಿದರು.: [500, 578, 690, 615]
- medicine-kit-photo-art: [660, 1028, 775, 1128]
- frontline-list-item: • ಭದ್ರತಾ ಸಿಬ್ಬಂದಿ ಮತ್ತು ಗೃಹರಕ್ಷಕರು: [712, 310, 907, 319]
- frontline-list-title: ರಾಜ್ಯ ಕೋವಿಡ್ ಮುಂಚೂಣಿ ಕಾರ್ಯಕರ್ತರ ಪಟ್ಟಿ: [701, 211, 909, 225]
- header-rule: [42, 73, 910, 75]
- left-column: [42, 78, 280, 1398]
- story-body-welding: ಆಕ್ಸಿಜನ್ ಸಿಲಿಂಡರ್ ಕೊರತೆ ನೀಗಿಸಲು ಕೈಗಾರಿಕಾ ಘಟಕಗಳಲ್ಲಿ ಬಳಸುತ್ತಿದ್ದ ವೆಲ್ಡಿಂಗ್ ಗ್ಯಾಸ್ ಸಿಲಿಂಡರ್‌ಗಳನ್ನು ಶುದ್ಧೀಕರಿಸಿ ಆಸ್ಪತ್ರೆಗಳಿಗೆ ಪೂರೈಸಲಾಗುತ್ತಿದೆ. ಈ ಕಾರ್ಯದಲ್ಲಿ ಹಲವು ಸಂಸ್ಥೆಗಳು ಕೈಜೋಡಿಸಿವೆ. ಬೇಡಿಕೆಗೆ ಅನುಗುಣವಾಗಿ ಸಿಲಿಂಡರ್‌ಗಳ ಸಂಖ್ಯೆ ಹೆಚ್ಚಿಸಲಾಗುವುದು. ವೈದ್ಯಕೀಯ ಆಮ್ಲಜನಕ ಉತ್ಪಾದನಾ ಘಟಕಗಳಿಂದ ನಿರಂತರ ಪೂರೈಕೆ ಮಾಡಲಾಗುತ್ತಿದ್ದು, ಜಿಲ್ಲೆಯ ಎಲ್ಲಾ ಕೋವಿಡ್ ಆಸ್ಪತ್ರೆಗಳಿಗೆ ಸಮರ್ಪಕವಾಗಿ ವಿತರಿಸಲಾಗುತ್ತಿದೆ. ಖಾಸಗಿ ಆಸ್ಪತ್ರೆಗಳಿಗೂ ಅಗತ್ಯಕ್ಕೆ ತಕ್ಕಷ್ಟು ಸಿಲಿಂಡರ್ ನೀಡಲಾಗುತ್ತಿದೆ. ರೀಫಿಲ್ಲಿಂಗ್ ಕೇಂದ್ರಗಳಲ್ಲಿ ದಿನದ 24 ಗಂಟೆ ಕೆಲಸ ನಡೆಯುತ್ತಿದೆ. ಉದ್ಯಮಿಗಳ ನೆರವಿನಿಂದ ಹೆಚ್ಚುವರಿ ಸಿಲಿಂಡರ್‌ಗಳನ್ನು ಖರೀದಿಸಲಾಗಿದೆ ಎಂದು ಅಧಿಕಾರಿಗಳು ತಿಳಿಸಿದರು.: [42, 774, 280, 840]
- frontline-list-item: • ನ್ಯಾಯಾಂಗ ಅಧಿಕಾರಿಗಳು: [712, 328, 907, 337]
- priority-list: [703, 505, 907, 625]
- food-kit-caption: ಮೈಸೂರು ನಗರದ 3ನೇ ವಾರ್ಡ್ ವ್ಯಾಪ್ತಿಯ ಪೌರಕಾರ್ಮಿಕರಿಗೆ ಆಹಾರ ಕಿಟ್ ವಿತರಿಸಲಾಯಿತು. ಪಾಲಿಕೆ ಸದಸ್ಯರು ಹಾಗೂ ಸಂಘಟಕರು ಉಪಸ್ಥಿತರಿದ್ದರು. ಮುಖಂಡರು, ಕಾರ್ಯಕರ್ತರು ಭಾಗವಹಿಸಿದ್ದರು.: [660, 972, 903, 989]
- pipeline-box: [42, 996, 280, 1210]
- obituary-title: ಪಿ.ಬಿ.ಪ್ರಭು ನಿಧನ: [377, 1232, 443, 1245]
- confidence-body-a: ಮೈಸೂರು, ಮೇ 22- ವಾಣಿಜ್ಯ ಸ್ಥಿತಿ ಹಾಗೂ ವೈಜ್ಞಾನಿಕ ಜಾಗೃತಿಯಿಂದ ಕೊರೊನಾವನ್ನು ಕೊನೆಗಾಣಿಸಬಹುದು ಎಂದು ಮನೋವೈದ್ಯರು ಅಭಿಪ್ರಾಯಪಟ್ಟರು. ಮನಸ್ಸಿನಲ್ಲಿ ಭಯ ತೊರೆದು ಆತ್ಮವಿಶ್ವಾಸದಿಂದ ಇದ್ದರೆ ರೋಗ ನಿರೋಧಕ ಶಕ್ತಿ ಹೆಚ್ಚುತ್ತದೆ. ಸೋಂಕಿತರು ಧೈರ್ಯದಿಂದ ಚಿಕಿತ್ಸೆ ಪಡೆಯಬೇಕು. ಯೋಗ, ಧ್ಯಾನ, ಪ್ರಾಣಾಯಾಮ ಮಾಡುವುದರಿಂದ ಮಾನಸಿಕ ಒತ್ತಡ ಕಡಿಮೆಯಾಗುತ್ತದೆ. ಕುಟುಂಬದವರು ಸೋಂಕಿತರಿಗೆ ಮಾನಸಿಕ ಬೆಂಬಲ ನೀಡಬೇಕು ಎಂದು ಸಲಹೆ ನೀಡಿದರು. 'ಆತ್ಮಸ್ಥೈರ್ಯದ ಬಲದಿಂದ ಕೊರೊನಾ ತೊಲಗಿಸೋಣ' ವಿಷಯ ಕುರಿತು ಆನ್‌ಲೈನ್ ಮೂಲಕ ಉಪನ್ಯಾಸ ನೀಡಿದರು.: [535, 1164, 640, 1297]
- fungus-tag: ಕರ್ನಾಟಕಕ್ಕೆ 1270 ವಯಲ್ಸ್ ಲಭ್ಯ: [516, 867, 644, 879]
- page-label: ಪುಟ: [46, 54, 64, 68]
- priority-items: [703, 505, 907, 597]
- bank-story-body: ಸಾಲ ಪಡೆದವರು ಮರುಪಾವತಿ ಮಾಡದಿದ್ದರೆ ಜಾಮೀನುದಾರರು ಹೊಣೆಯಾಗುತ್ತಾರೆ ಎಂದು ಸುಪ್ರೀಂ ಕೋರ್ಟ್ ಮಹತ್ವದ ತೀರ್ಪು ನೀಡಿದೆ. ದಿವಾಳಿತನ ಸಂಹಿತೆ ಅಡಿ ಜಾಮೀನುದಾರರ ವಿರುದ್ಧವೂ ಕ್ರಮ ಕೈಗೊಳ್ಳಲು ಅವಕಾಶ ಇದೆ. ಕೇಂದ್ರ ಸರ್ಕಾರದ 2019ರ ಅಧಿಸೂಚನೆಯನ್ನು ಸುಪ್ರೀಂ ಕೋರ್ಟ್ ಎತ್ತಿಹಿಡಿದಿದೆ. ಈ ತೀರ್ಪಿನಿಂದ ಬ್ಯಾಂಕ್‌ಗಳಿಗೆ ಸಾಲ ವಸೂಲಿ ಸುಲಭವಾಗಲಿದೆ. ವೈಯಕ್ತಿಕ ಜಾಮೀನುದಾರರ ಆಸ್ತಿ ಜಪ್ತಿ ಮಾಡಲು ಸಾಲದಾತರಿಗೆ ಅಧಿಕಾರ ಸಿಗಲಿದೆ ಎಂದು ಕಾನೂನು ತಜ್ಞರು ಅಭಿಪ್ರಾಯಪಟ್ಟಿದ್ದಾರೆ. ನ್ಯಾಯಮೂರ್ತಿಗಳ ಪೀಠ ಅರ್ಜಿಗಳನ್ನು ವಜಾಗೊಳಿಸಿದೆ.: [295, 841, 495, 907]
- fungus-title-3: ಫಂಗಸ್ ಔಷಧ ವಿತರಣೆ: [541, 851, 619, 862]
- priority-list-item: • ಕಟ್ಟಡ ಕಾರ್ಮಿಕರು: [712, 560, 907, 569]
- headline-line-2: [310, 118, 906, 156]
- subheadline-1: ಮೈಸೂರು ಮಹಾನಗರ ಪಾಲಿಕೆಗೆ ಹೊಸದಾಗಿ ನೇಮಕಗೊಂಡ ಸ್ಮಶಾನ: [441, 162, 761, 180]
- frontline-list-item: • ಅಂಗನವಾಡಿ ಕಾರ್ಯಕರ್ತೆಯರು: [712, 347, 907, 356]
- headline-line-2-black: ವರ್ಷದವರಿಗೆ: [310, 118, 446, 156]
